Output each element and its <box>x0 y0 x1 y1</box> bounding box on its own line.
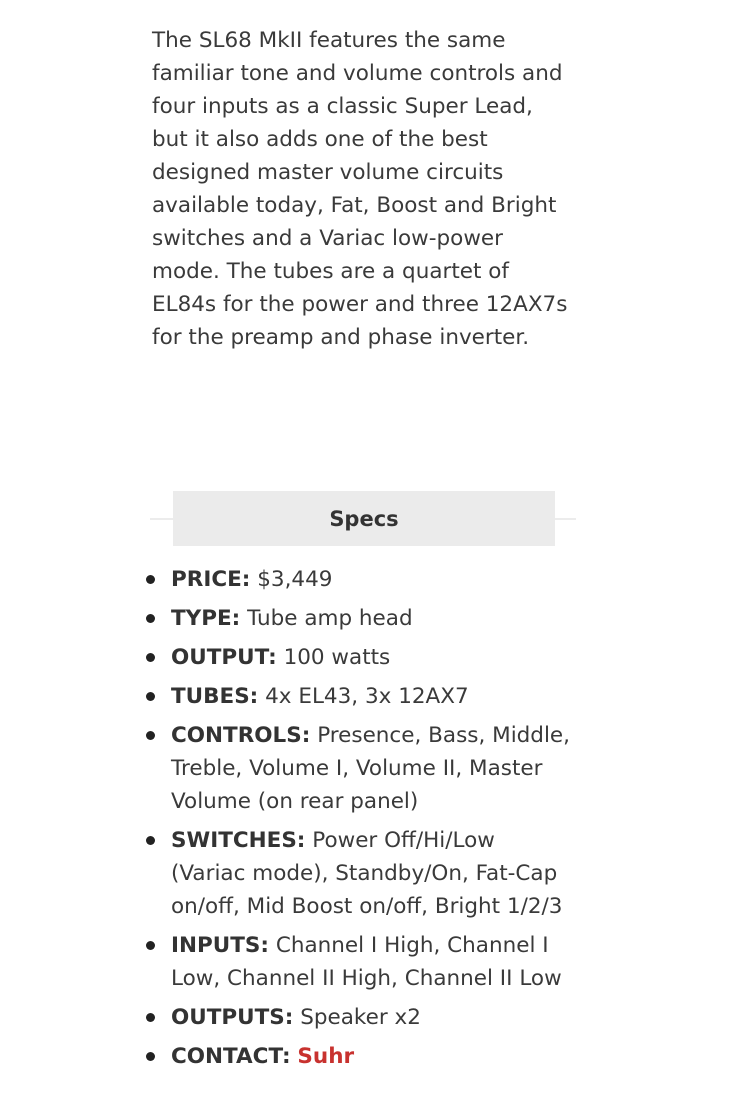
specs-title-box <box>173 491 555 546</box>
bullet-icon <box>146 653 155 662</box>
contact-link-suhr[interactable]: Suhr <box>297 1044 355 1069</box>
spec-value: Power Off/Hi/Low (Variac mode), Standby/On, Fat-Cap on/off, Mid Boost on/off, Bright 1/2/3 <box>171 828 563 919</box>
spec-value: $3,449 <box>257 567 333 592</box>
specs-section-header <box>150 491 576 546</box>
spec-label: CONTROLS: <box>171 723 311 748</box>
spec-value: Speaker x2 <box>300 1005 421 1030</box>
bullet-icon <box>146 575 155 584</box>
spec-item-type <box>171 602 571 635</box>
spec-item-price <box>171 563 571 596</box>
spec-item-switches <box>171 824 571 923</box>
bullet-icon <box>146 614 155 623</box>
spec-item-controls <box>171 719 571 818</box>
spec-value: 4x EL43, 3x 12AX7 <box>265 684 469 709</box>
bullet-icon <box>146 731 155 740</box>
spec-value: Channel I High, Channel I Low, Channel II High, Channel II Low <box>171 933 562 991</box>
spec-label: OUTPUTS: <box>171 1005 294 1030</box>
spec-label: OUTPUT: <box>171 645 277 670</box>
spec-item-tubes <box>171 680 571 713</box>
spec-label: PRICE: <box>171 567 251 592</box>
spec-label: SWITCHES: <box>171 828 306 853</box>
specs-title: Specs <box>329 506 399 531</box>
spec-value: 100 watts <box>283 645 391 670</box>
bullet-icon <box>146 1013 155 1022</box>
spec-value: Presence, Bass, Middle, Treble, Volume I, Volume II, Master Volume (on rear panel) <box>171 723 570 814</box>
article-intro-paragraph: The SL68 MkII features the same familiar tone and volume controls and four inputs as a classic Super Lead, but it also adds one of the best designed master volume circuits available today, Fat, Boost and Bright switches and a Variac low-power mode. The tubes are a quartet of EL84s for the power and three 12AX7s for the preamp and phase inverter. <box>152 28 568 350</box>
bullet-icon <box>146 836 155 845</box>
spec-label: TYPE: <box>171 606 241 631</box>
spec-item-contact <box>171 1040 571 1073</box>
spec-item-inputs <box>171 929 571 995</box>
spec-label: TUBES: <box>171 684 259 709</box>
spec-item-output <box>171 641 571 674</box>
spec-value: Tube amp head <box>247 606 413 631</box>
spec-label: CONTACT: <box>171 1044 291 1069</box>
bullet-icon <box>146 1052 155 1061</box>
bullet-icon <box>146 692 155 701</box>
spec-label: INPUTS: <box>171 933 269 958</box>
specs-list <box>171 563 571 1079</box>
spec-item-outputs <box>171 1001 571 1034</box>
bullet-icon <box>146 941 155 950</box>
